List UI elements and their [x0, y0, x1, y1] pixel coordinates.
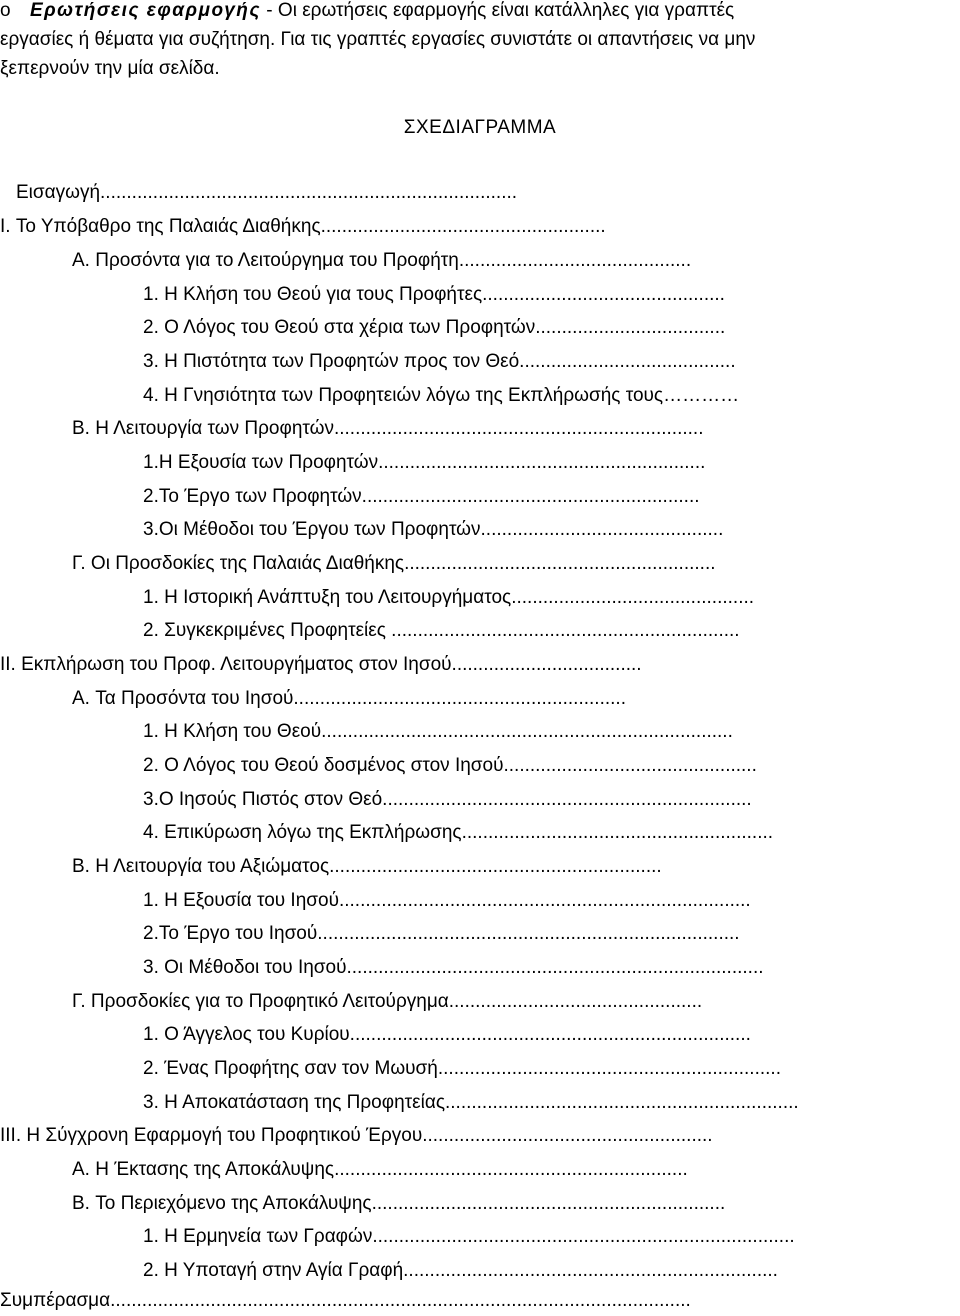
toc-item-2b3: 3. Οι Μέθοδοι του Ιησού............................................................................... — [143, 957, 764, 978]
toc-item-2b2: 2.Το Έργο του Ιησού................................................................................ — [143, 923, 740, 944]
toc-item-introduction: Εισαγωγή............................................................................... — [16, 182, 518, 203]
toc-item-1a1: 1. Η Κλήση του Θεού για τους Προφήτες.............................................. — [143, 284, 725, 305]
toc-item-1b1: 1.Η Εξουσία των Προφητών.............................................................. — [143, 452, 706, 473]
toc-item-1c: Γ. Οι Προσδοκίες της Παλαιάς Διαθήκης........................................................... — [72, 553, 716, 574]
toc-item-section-3: III. Η Σύγχρονη Εφαρμογή του Προφητικού Έργου....................................................... — [0, 1125, 713, 1146]
toc-item-2b1: 1. Η Εξουσία του Ιησού.............................................................................. — [143, 890, 751, 911]
toc-item-2b: B. Η Λειτουργία του Αξιώματος............................................................... — [72, 856, 662, 877]
toc-item-section-1: I. Το Υπόβαθρο της Παλαιάς Διαθήκης...................................................... — [0, 216, 606, 237]
toc-item-2c1: 1. Ο Άγγελος του Κυρίου............................................................................ — [143, 1024, 751, 1045]
toc-item-2a3: 3.Ο Ιησούς Πιστός στον Θεό...................................................................... — [143, 789, 752, 810]
toc-item-2a: A. Τα Προσόντα του Ιησού............................................................... — [72, 688, 626, 709]
toc-item-2a2: 2. Ο Λόγος του Θεού δοσμένος στον Ιησού................................................ — [143, 755, 757, 776]
toc-item-1a: A. Προσόντα για το Λειτούργημα του Προφήτη............................................ — [72, 250, 692, 271]
toc-item-3a: A. Η Έκτασης της Αποκάλυψης................................................................... — [72, 1159, 688, 1180]
toc-item-1a2: 2. Ο Λόγος του Θεού στα χέρια των Προφητών.................................... — [143, 317, 726, 338]
intro-heading: Ερωτήσεις εφαρμογής — [30, 0, 262, 21]
outline-title: ΣΧΕΔΙΑΓΡΑΜΜΑ — [403, 117, 557, 138]
toc-item-1b: B. Η Λειτουργία των Προφητών...................................................................... — [72, 418, 704, 439]
toc-item-1b3: 3.Οι Μέθοδοι του Έργου των Προφητών.............................................. — [143, 519, 724, 540]
intro-line-1 — [0, 0, 734, 25]
toc-item-2c3: 3. Η Αποκατάσταση της Προφητείας................................................................... — [143, 1092, 799, 1113]
bullet-marker: o — [0, 0, 11, 21]
toc-item-1c1: 1. Η Ιστορική Ανάπτυξη του Λειτουργήματος.............................................. — [143, 587, 755, 608]
toc-item-2a4: 4. Επικύρωση λόγω της Εκπλήρωσης........................................................... — [143, 822, 774, 843]
toc-item-1c2: 2. Συγκεκριμένες Προφητείες .................................................................. — [143, 620, 740, 641]
toc-item-3b: B. Το Περιεχόμενο της Αποκάλυψης................................................................... — [72, 1193, 726, 1214]
intro-line-1-rest: - Οι ερωτήσεις εφαρμογής είναι κατάλληλες για γραπτές — [261, 0, 735, 21]
toc-item-1b2: 2.Το Έργο των Προφητών................................................................ — [143, 486, 700, 507]
toc-item-2a1: 1. Η Κλήση του Θεού.............................................................................. — [143, 721, 733, 742]
toc-item-1a4: 4. Η Γνησιότητα των Προφητειών λόγω της Εκπλήρωσής τους………… — [143, 385, 740, 406]
toc-item-1a3: 3. Η Πιστότητα των Προφητών προς τον Θεό......................................... — [143, 351, 736, 372]
toc-item-3b2: 2. Η Υποταγή στην Αγία Γραφή....................................................................... — [143, 1260, 778, 1281]
toc-item-section-2: II. Εκπλήρωση του Προφ. Λειτουργήματος στον Ιησού.................................... — [0, 654, 642, 675]
toc-item-2c2: 2. Ένας Προφήτης σαν τον Μωυσή................................................................. — [143, 1058, 781, 1079]
toc-item-3b1: 1. Η Ερμηνεία των Γραφών................................................................................ — [143, 1226, 795, 1247]
intro-line-2: εργασίες ή θέματα για συζήτηση. Για τις γραπτές εργασίες συνιστάτε οι απαντήσεις να μην — [0, 29, 756, 50]
toc-item-2c: Γ. Προσδοκίες για το Προφητικό Λειτούργημα................................................ — [72, 991, 703, 1012]
intro-line-3: ξεπερνούν την μία σελίδα. — [0, 58, 220, 79]
toc-item-conclusion: Συμπέρασμα.............................................................................................................. — [0, 1290, 691, 1311]
